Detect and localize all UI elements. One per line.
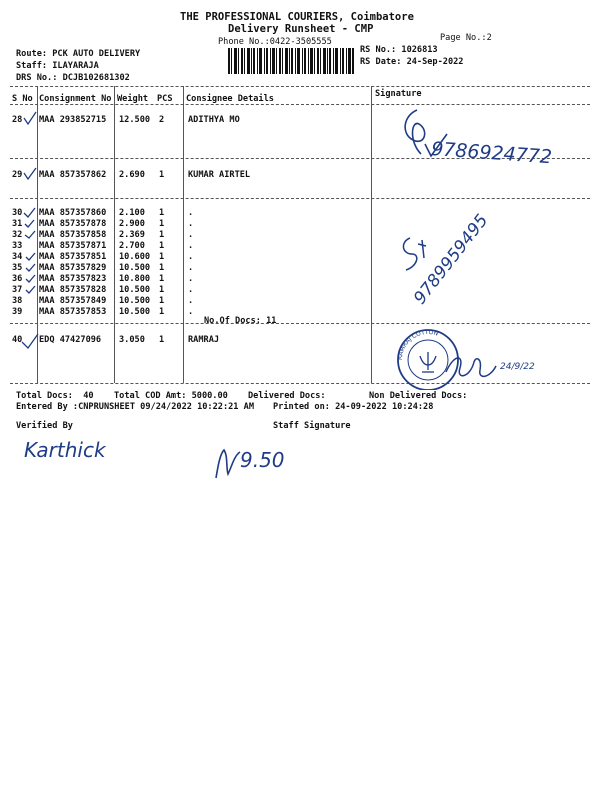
drs-number: DRS No.: DCJB102681302 bbox=[16, 73, 130, 83]
row-pcs: 1 bbox=[159, 296, 165, 306]
rs-date: RS Date: 24-Sep-2022 bbox=[360, 57, 464, 67]
tick-marks bbox=[20, 110, 44, 350]
col-weight: Weight bbox=[117, 94, 149, 104]
row-weight: 10.500 bbox=[119, 307, 151, 317]
document-title: Delivery Runsheet - CMP bbox=[228, 23, 374, 35]
staff-signature: 9.50 bbox=[240, 448, 285, 472]
row-consignee: . bbox=[188, 307, 194, 317]
row-sno: 38 bbox=[12, 296, 23, 306]
stamp-text: RAMRAJ COTTON bbox=[396, 328, 439, 361]
row-weight: 3.050 bbox=[119, 335, 145, 345]
row-consignee: RAMRAJ bbox=[188, 335, 220, 345]
table-header-rule bbox=[10, 104, 590, 105]
row-consignee: . bbox=[188, 241, 194, 251]
table-bottom-rule bbox=[10, 383, 590, 384]
row-consignee: . bbox=[188, 296, 194, 306]
row-weight: 10.500 bbox=[119, 285, 151, 295]
staff: Staff: ILAYARAJA bbox=[16, 61, 99, 71]
row-consignment: MAA 857357828 bbox=[39, 285, 107, 295]
row-consignee: . bbox=[188, 208, 194, 218]
delivered-docs: Delivered Docs: bbox=[248, 391, 326, 401]
row-consignment: MAA 857357871 bbox=[39, 241, 107, 251]
row-consignee: . bbox=[188, 285, 194, 295]
row-pcs: 1 bbox=[159, 230, 165, 240]
row-divider bbox=[10, 323, 590, 324]
handwritten-date: 24/9/22 bbox=[500, 362, 535, 372]
row-weight: 2.690 bbox=[119, 170, 145, 180]
row-consignee: . bbox=[188, 263, 194, 273]
rs-number: RS No.: 1026813 bbox=[360, 45, 438, 55]
col-signature: Signature bbox=[375, 89, 422, 99]
col-pcs: PCS bbox=[157, 94, 173, 104]
row-consignment: MAA 857357829 bbox=[39, 263, 107, 273]
printed-on: Printed on: 24-09-2022 10:24:28 bbox=[273, 402, 434, 412]
row-sno: 29 bbox=[12, 170, 23, 180]
row-pcs: 1 bbox=[159, 274, 165, 284]
svg-text:RAMRAJ COTTON bbox=[397, 329, 439, 360]
route: Route: PCK AUTO DELIVERY bbox=[16, 49, 141, 59]
verified-by-label: Verified By bbox=[16, 421, 73, 431]
row-pcs: 2 bbox=[159, 115, 165, 125]
row-sno: 34 bbox=[12, 252, 23, 262]
row-sno: 40 bbox=[12, 335, 23, 345]
row-pcs: 1 bbox=[159, 307, 165, 317]
entered-by: Entered By :CNPRUNSHEET 09/24/2022 10:22:21 AM bbox=[16, 402, 254, 412]
non-delivered-docs: Non Delivered Docs: bbox=[369, 391, 468, 401]
row-sno: 31 bbox=[12, 219, 23, 229]
row-consignee: . bbox=[188, 230, 194, 240]
row-weight: 2.369 bbox=[119, 230, 145, 240]
row-weight: 10.500 bbox=[119, 296, 151, 306]
total-cod: Total COD Amt: 5000.00 bbox=[114, 391, 228, 401]
row-weight: 10.600 bbox=[119, 252, 151, 262]
row-pcs: 1 bbox=[159, 335, 165, 345]
col-consignment: Consignment No bbox=[39, 94, 112, 104]
row-weight: 2.700 bbox=[119, 241, 145, 251]
row-consignment: EDQ 47427096 bbox=[39, 335, 102, 345]
row-consignment: MAA 857357858 bbox=[39, 230, 107, 240]
row-sno: 39 bbox=[12, 307, 23, 317]
no-of-docs: No.Of Docs: 11 bbox=[204, 316, 277, 326]
row-consignee: ADITHYA MO bbox=[188, 115, 240, 125]
row-consignment: MAA 857357853 bbox=[39, 307, 107, 317]
row-consignment: MAA 857357823 bbox=[39, 274, 107, 284]
row-weight: 12.500 bbox=[119, 115, 151, 125]
row-weight: 10.500 bbox=[119, 263, 151, 273]
total-docs: Total Docs: 40 bbox=[16, 391, 94, 401]
row-consignment: MAA 857357860 bbox=[39, 208, 107, 218]
row-weight: 2.900 bbox=[119, 219, 145, 229]
row-pcs: 1 bbox=[159, 170, 165, 180]
row-weight: 10.800 bbox=[119, 274, 151, 284]
row-sno: 35 bbox=[12, 263, 23, 273]
column-divider bbox=[114, 86, 115, 383]
row-sno: 33 bbox=[12, 241, 23, 251]
row-sno: 36 bbox=[12, 274, 23, 284]
row-pcs: 1 bbox=[159, 208, 165, 218]
column-divider bbox=[371, 86, 372, 383]
col-consignee: Consignee Details bbox=[186, 94, 274, 104]
row-sno: 37 bbox=[12, 285, 23, 295]
page-number: Page No.:2 bbox=[440, 33, 492, 43]
row-pcs: 1 bbox=[159, 285, 165, 295]
handwritten-phone: 9789959495 bbox=[410, 210, 493, 309]
row-sno: 28 bbox=[12, 115, 23, 125]
verifier-signature: Karthick bbox=[24, 438, 106, 462]
row-consignment: MAA 857357851 bbox=[39, 252, 107, 262]
staff-signature-label: Staff Signature bbox=[273, 421, 351, 431]
row-consignee: KUMAR AIRTEL bbox=[188, 170, 251, 180]
row-consignee: . bbox=[188, 219, 194, 229]
company-name: THE PROFESSIONAL COURIERS, Coimbatore bbox=[180, 11, 414, 23]
row-consignment: MAA 293852715 bbox=[39, 115, 107, 125]
column-divider bbox=[183, 86, 184, 383]
col-sno: S No bbox=[12, 94, 33, 104]
handwritten-phone: 9786924772 bbox=[430, 138, 553, 169]
row-sno: 30 bbox=[12, 208, 23, 218]
row-consignee: . bbox=[188, 274, 194, 284]
row-consignment: MAA 857357862 bbox=[39, 170, 107, 180]
row-pcs: 1 bbox=[159, 263, 165, 273]
row-sno: 32 bbox=[12, 230, 23, 240]
table-top-rule bbox=[10, 86, 590, 87]
row-consignment: MAA 857357878 bbox=[39, 219, 107, 229]
row-pcs: 1 bbox=[159, 252, 165, 262]
barcode bbox=[228, 48, 354, 74]
row-weight: 2.100 bbox=[119, 208, 145, 218]
signature-mark bbox=[440, 348, 500, 388]
row-divider bbox=[10, 198, 590, 199]
phone-number: Phone No.:0422-3505555 bbox=[218, 37, 332, 47]
row-pcs: 1 bbox=[159, 219, 165, 229]
row-consignment: MAA 857357849 bbox=[39, 296, 107, 306]
row-consignee: . bbox=[188, 252, 194, 262]
row-pcs: 1 bbox=[159, 241, 165, 251]
